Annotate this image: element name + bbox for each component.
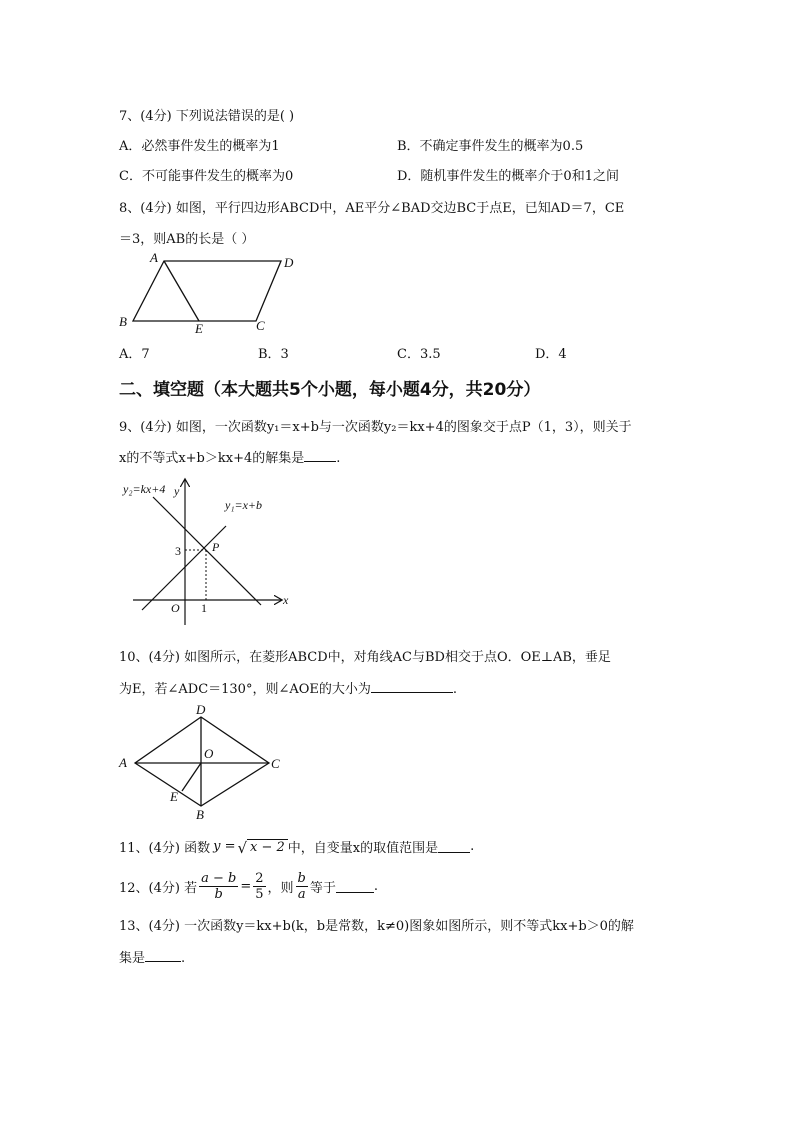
q7-option-b: B．不确定事件发生的概率为0.5 — [397, 139, 584, 154]
label-b: B — [119, 314, 127, 329]
segment-oe — [182, 763, 201, 791]
label-c: C — [271, 756, 280, 771]
q11-radicand: x − 2 — [247, 839, 288, 855]
label-e: E — [195, 321, 203, 336]
q9-stem-line2 — [119, 447, 340, 466]
q10-stem-line1: 10、(4分) 如图所示，在菱形ABCD中，对角线AC与BD相交于点O．OE⊥AB，垂足 — [119, 650, 611, 665]
label-d: D — [284, 255, 294, 270]
q12-numerator-2: 2 — [255, 870, 264, 886]
q12-answer-blank[interactable] — [336, 880, 374, 893]
q11-stem-pre: 11、(4分) 函数 — [119, 841, 211, 856]
q12-numerator-1: a − b — [201, 870, 237, 886]
label-b: B — [196, 807, 204, 822]
q9-stem-end: . — [336, 451, 341, 466]
label-y-axis: y — [174, 484, 180, 498]
q9-graph-figure — [115, 475, 300, 627]
line-y2 — [153, 497, 261, 605]
q8-option-d: D．4 — [535, 347, 567, 362]
q12-stem-post: 等于 — [309, 880, 336, 896]
q9-stem-line1: 9、(4分) 如图，一次函数y₁＝x+b与一次函数y₂＝kx+4的图象交于点P（1，3），则关于 — [119, 420, 632, 435]
q8-option-b: B．3 — [258, 347, 289, 362]
segment-ae — [164, 261, 199, 321]
label-one: 1 — [201, 601, 207, 615]
label-a: A — [150, 250, 158, 265]
q13-stem-text: 集是 — [119, 951, 146, 966]
q12-denominator-3: a — [296, 886, 308, 902]
q7-option-c: C．不可能事件发生的概率为0 — [119, 169, 294, 184]
q12-stem-end: . — [373, 878, 379, 894]
line-y1 — [142, 526, 226, 610]
q7-option-a: A．必然事件发生的概率为1 — [119, 139, 280, 154]
q8-option-a: A．7 — [119, 347, 150, 362]
q12-stem-pre: 12、(4分) 若 — [119, 880, 198, 896]
q12-fraction-3 — [296, 871, 308, 902]
q10-stem-end: . — [452, 682, 458, 697]
label-e: E — [170, 789, 178, 804]
q10-answer-blank[interactable] — [371, 680, 453, 693]
q11-stem-post: 中，自变量x的取值范围是 — [287, 841, 439, 856]
label-origin: O — [171, 601, 180, 615]
q13-stem-line2 — [119, 947, 185, 966]
label-c: C — [256, 318, 265, 333]
label-y2: y₂=kx+4 — [123, 482, 166, 496]
q12-fraction-1 — [199, 871, 238, 902]
q12-denominator-2: 5 — [255, 886, 264, 902]
q8-option-c: C．3.5 — [397, 347, 441, 362]
parallelogram-abcd — [133, 261, 281, 321]
q12-fraction-2 — [253, 871, 265, 902]
label-p: P — [212, 540, 220, 554]
q11-y: y = — [213, 839, 236, 854]
q12-equals: = — [240, 878, 252, 894]
q12-denominator-1: b — [199, 886, 238, 902]
q12-numerator-3: b — [297, 870, 306, 886]
q8-stem-line2: ＝3，则AB的长是（ ） — [119, 232, 255, 247]
q12-line — [119, 866, 378, 906]
q13-stem-end: . — [181, 951, 186, 966]
q11-sqrt — [237, 839, 287, 855]
label-three: 3 — [175, 544, 181, 558]
q11-line — [119, 837, 474, 856]
q13-answer-blank[interactable] — [145, 949, 181, 962]
q11-stem-end: . — [470, 839, 475, 854]
q9-answer-blank[interactable] — [304, 449, 336, 462]
q10-rhombus-figure — [112, 700, 292, 822]
q8-stem-line1: 8、(4分) 如图，平行四边形ABCD中，AE平分∠BAD交边BC于点E，已知AD＝7，CE — [119, 201, 625, 216]
label-x-axis: x — [283, 593, 289, 607]
q10-stem-text: 为E，若∠ADC＝130°，则∠AOE的大小为 — [119, 682, 371, 697]
q11-answer-blank[interactable] — [438, 840, 470, 853]
section-fill-in-heading: 二、填空题（本大题共5个小题，每小题4分，共20分） — [119, 380, 541, 400]
label-o: O — [204, 746, 214, 761]
sqrt-symbol-icon: √ — [237, 838, 248, 857]
q7-stem: 7、(4分) 下列说法错误的是( ) — [119, 109, 295, 124]
label-a: A — [119, 755, 127, 770]
q8-parallelogram-figure — [110, 248, 310, 338]
q13-stem-line1: 13、(4分) 一次函数y＝kx+b(k，b是常数，k≠0)图象如图所示，则不等式kx+b＞0的解 — [119, 919, 634, 934]
q10-stem-line2 — [119, 678, 457, 697]
q9-stem-text: x的不等式x+b＞kx+4的解集是 — [119, 451, 305, 466]
q12-mid: ，则 — [267, 880, 294, 896]
q7-option-d: D．随机事件发生的概率介于0和1之间 — [397, 169, 619, 184]
label-d: D — [196, 702, 206, 717]
label-y1: y₁=x+b — [225, 498, 263, 512]
rhombus-abcd — [135, 717, 269, 806]
